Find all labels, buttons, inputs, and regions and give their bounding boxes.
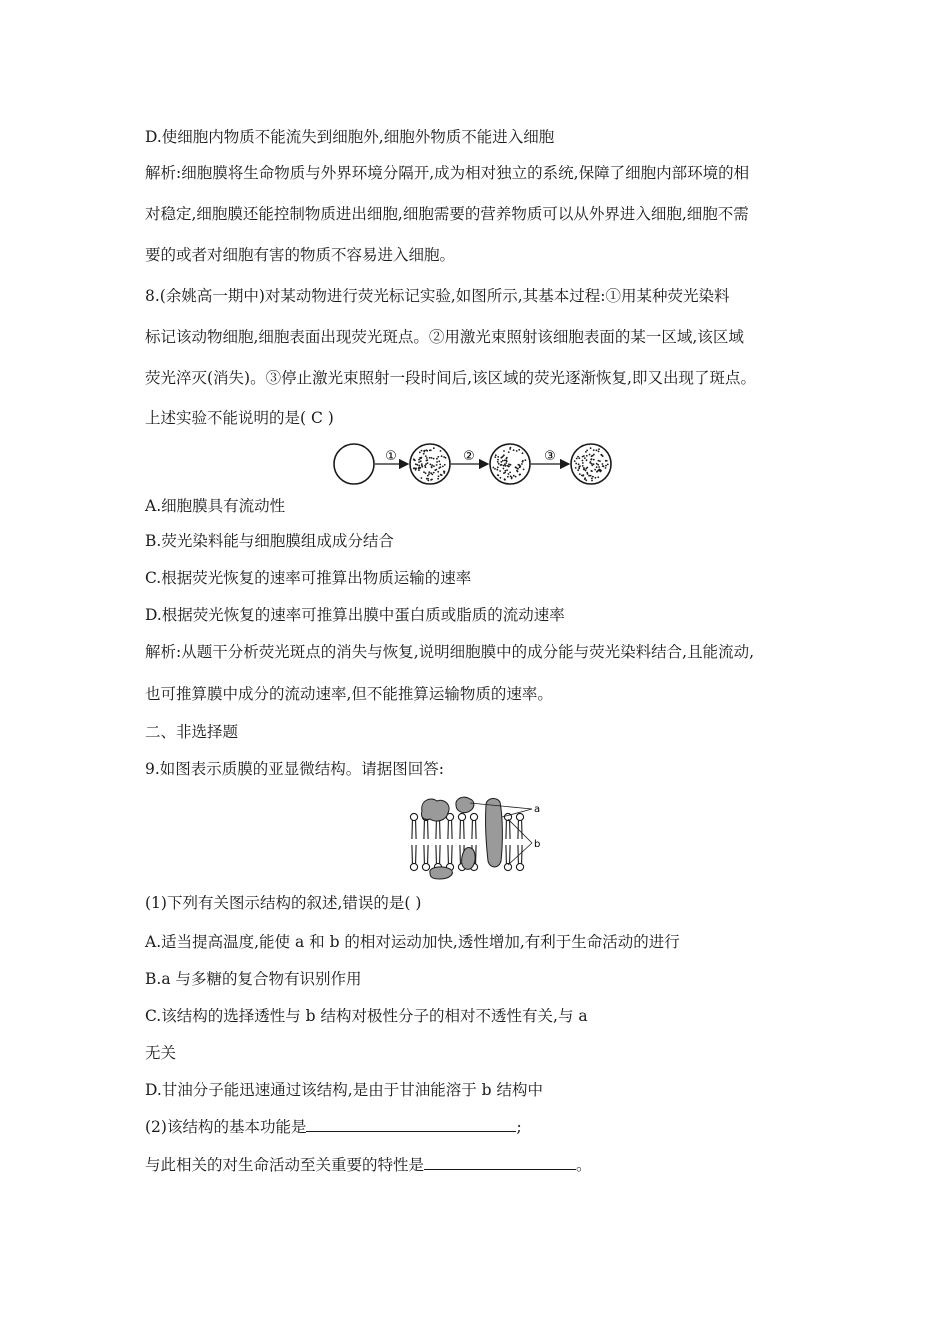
phospholipid-head [422,863,429,870]
fluorescent-spot [440,450,442,452]
fluorescent-spot [590,461,592,463]
step-2-label: ② [463,449,475,464]
fluorescent-spot [522,452,524,454]
fluorescent-spot [582,465,584,467]
fluorescent-spot [431,479,433,481]
fluorescent-spot [494,468,496,470]
q9-sub1-stem: (1)下列有关图示结构的叙述,错误的是( ) [145,894,422,912]
section-title: 二、非选择题 [145,723,239,741]
fluorescence-cell-diagram [328,436,623,492]
fluorescent-spot [433,447,435,449]
answer-blank-1[interactable] [306,1117,516,1132]
fluorescent-spot [500,477,502,479]
fluorescent-spot [603,465,605,467]
fluorescent-spot [502,460,504,462]
fluorescent-spot [575,467,577,469]
fluorescent-spot [429,464,431,466]
fluorescent-spot [596,449,598,451]
fluorescent-spot [443,472,445,474]
fluorescent-spot [593,463,595,465]
fluorescent-spot [436,461,438,463]
fluorescent-spot [586,459,588,461]
fluorescent-spot [437,478,439,480]
fluorescent-spot [438,460,440,462]
fluorescent-spot [602,463,604,465]
q9-sub2-prefix-1: (2)该结构的基本功能是 [145,1118,307,1136]
fluorescent-spot [578,468,580,470]
fluorescent-spot [590,470,592,472]
fluorescent-spot [510,447,512,449]
fluorescent-spot [596,466,598,468]
fluorescent-spot [418,465,420,467]
fluorescent-spot [415,468,417,470]
fluorescent-spot [518,449,520,451]
fluorescent-spot [597,470,599,472]
fluorescent-spot [515,476,517,478]
fluorescent-spot [419,457,421,459]
fluorescent-spot [443,456,445,458]
q9-sub2-suffix-1: ; [516,1118,522,1136]
fluorescent-spot [589,454,591,456]
fluorescent-spot [584,478,586,480]
protein-inner-middle [462,848,476,870]
fluorescent-spot [596,463,598,465]
fluorescent-spot [585,470,587,472]
fluorescent-spot [590,447,592,449]
fluorescent-spot [595,477,597,479]
fluorescent-spot [503,450,505,452]
fluorescent-spot [577,456,579,458]
fluorescent-spot [497,456,499,458]
fluorescent-spot [503,468,505,470]
fluorescent-spot [506,457,508,459]
q9-sub1-option-c-cont: 无关 [145,1044,177,1062]
fluorescent-spot [430,472,432,474]
fluorescent-spot [582,475,584,477]
fluorescent-spot [418,469,420,471]
fluorescent-spot [413,467,415,469]
fluorescent-spot [498,463,500,465]
fluorescent-spot [510,475,512,477]
q9-sub2-suffix-2: 。 [576,1156,592,1174]
phospholipid-head [410,863,417,870]
pointer-b-1 [508,819,532,843]
fluorescent-spot [605,467,607,469]
fluorescent-spot [592,476,594,478]
fluorescent-spot [423,453,425,455]
label-a: a [534,804,541,815]
q9-sub1-option-a: A.适当提高温度,能使 a 和 b 的相对运动加快,透性增加,有利于生命活动的进行 [145,933,680,951]
q9-sub1-option-d: D.甘油分子能迅速通过该结构,是由于甘油能溶于 b 结构中 [145,1081,544,1099]
fluorescent-spot [433,472,435,474]
fluorescent-spot [509,472,511,474]
label-b: b [534,839,541,850]
fluorescent-spot [591,463,593,465]
phospholipid-head [516,813,523,820]
fluorescent-spot [583,455,585,457]
fluorescent-spot [598,451,600,453]
fluorescent-spot [425,455,427,457]
fluorescent-spot [582,462,584,464]
fluorescent-spot [579,465,581,467]
fluorescent-spot [439,464,441,466]
fluorescent-spot [442,466,444,468]
fluorescent-spot [425,466,427,468]
fluorescent-spot [431,457,433,459]
fluorescent-spot [443,471,445,473]
fluorescent-spot [500,464,502,466]
fluorescent-spot [413,458,415,460]
q8-stem-line-2: 标记该动物细胞,细胞表面出现荧光斑点。②用激光束照射该细胞表面的某一区域,该区域 [145,328,744,346]
fluorescent-spot [586,450,588,452]
fluorescent-spot [591,480,593,482]
fluorescent-spot [421,465,423,467]
fluorescent-spot [434,469,436,471]
fluorescent-spot [508,473,510,475]
fluorescent-spot [605,465,607,467]
fluorescent-spot [497,467,499,469]
fluorescent-spot [575,463,577,465]
fluorescent-spot [504,472,506,474]
fluorescent-spot [576,458,578,460]
answer-blank-2[interactable] [424,1155,576,1170]
phospholipid-head [458,813,465,820]
fluorescent-spot [521,463,523,465]
fluorescent-spot [427,475,429,477]
fluorescent-spot [505,470,507,472]
fluorescent-spot [441,455,443,457]
fluorescent-spot [597,476,599,478]
fluorescent-spot [420,460,422,462]
fluorescent-spot [517,468,519,470]
fluorescent-spot [426,457,428,459]
fluorescent-spot [585,451,587,453]
fluorescent-spot [584,457,586,459]
fluorescent-spot [597,464,599,466]
fluorescent-spot [437,471,439,473]
q8-option-c: C.根据荧光恢复的速率可推算出物质运输的速率 [145,569,472,587]
fluorescent-spot [582,460,584,462]
q9-stem: 9.如图表示质膜的亚显微结构。请据图回答: [145,760,445,778]
q9-sub2-line-2 [145,1155,592,1175]
fluorescent-spot [600,454,602,456]
fluorescent-spot [424,465,426,467]
fluorescent-spot [506,469,508,471]
fluorescent-spot [505,462,507,464]
fluorescent-spot [507,465,509,467]
fluorescent-spot [419,452,421,454]
fluorescent-spot [431,464,433,466]
fluorescent-spot [418,461,420,463]
q8-stem-line-4: 上述实验不能说明的是( C ) [145,409,334,427]
q8-stem-line-1: 8.(余姚高一期中)对某动物进行荧光标记实验,如图所示,其基本过程:①用某种荧光染料 [145,287,730,305]
fluorescent-spot [519,466,521,468]
fluorescent-spot [516,450,518,452]
fluorescent-spot [593,454,595,456]
fluorescent-spot [438,475,440,477]
fluorescent-spot [426,450,428,452]
fluorescent-spot [499,470,501,472]
fluorescent-spot [598,448,600,450]
q7-option-d: D.使细胞内物质不能流失到细胞外,细胞外物质不能进入细胞 [145,128,555,146]
fluorescent-spot [508,451,510,453]
fluorescent-spot [591,455,593,457]
fluorescent-spot [522,460,524,462]
fluorescent-spot [602,455,604,457]
fluorescent-spot [585,468,587,470]
fluorescent-spot [444,464,446,466]
cell-bleached [490,444,530,484]
phospholipid-head [470,813,477,820]
fluorescent-spot [574,460,576,462]
fluorescent-spot [497,459,499,461]
fluorescent-spot [593,449,595,451]
step-3-label: ③ [544,449,556,464]
fluorescent-spot [436,458,438,460]
fluorescent-spot [429,457,431,459]
fluorescent-spot [418,459,420,461]
fluorescent-spot [519,474,521,476]
fluorescent-spot [425,463,427,465]
q8-option-d: D.根据荧光恢复的速率可推算出膜中蛋白质或脂质的流动速率 [145,606,565,624]
fluorescent-spot [497,474,499,476]
fluorescent-spot [497,461,499,463]
phospholipid-head [516,863,523,870]
fluorescent-spot [588,475,590,477]
q8-analysis-line-2: 也可推算膜中成分的流动速率,但不能推算运输物质的速率。 [145,685,553,703]
q9-sub2-line-1 [145,1117,522,1137]
fluorescent-spot [423,450,425,452]
fluorescent-spot [593,459,595,461]
fluorescent-spot [433,458,435,460]
q7-analysis-line-3: 要的或者对细胞有害的物质不容易进入细胞。 [145,246,456,264]
fluorescent-spot [425,472,427,474]
q9-sub2-prefix-2: 与此相关的对生命活动至关重要的特性是 [145,1156,425,1174]
fluorescent-spot [506,460,508,462]
fluorescent-spot [585,479,587,481]
fluorescent-spot [502,456,504,458]
fluorescent-spot [433,465,435,467]
fluorescent-spot [495,454,497,456]
fluorescent-spot [510,464,512,466]
q8-stem-line-3: 荧光淬灭(消失)。③停止激光束照射一段时间后,该区域的荧光逐渐恢复,即又出现了斑点。 [145,369,756,387]
q9-sub1-option-c: C.该结构的选择透性与 b 结构对极性分子的相对不透性有关,与 a [145,1007,588,1025]
fluorescent-spot [513,449,515,451]
fluorescent-spot [504,463,506,465]
fluorescent-spot [598,466,600,468]
q8-option-b: B.荧光染料能与细胞膜组成成分结合 [145,532,394,550]
fluorescent-spot [504,460,506,462]
fluorescent-spot [496,469,498,471]
fluorescent-spot [436,464,438,466]
protein-transmembrane [486,798,503,867]
fluorescent-spot [590,475,592,477]
fluorescent-spot [428,473,430,475]
fluorescent-spot [578,463,580,465]
fluorescent-spot [594,469,596,471]
q7-analysis-line-1: 解析:细胞膜将生命物质与外界环境分隔开,成为相对独立的系统,保障了细胞内部环境的相 [145,164,750,182]
fluorescent-spot [500,461,502,463]
q7-analysis-line-2: 对稳定,细胞膜还能控制物质进出细胞,细胞需要的营养物质可以从外界进入细胞,细胞不需 [145,205,749,223]
fluorescent-spot [578,457,580,459]
fluorescent-spot [438,467,440,469]
fluorescent-spot [419,467,421,469]
fluorescent-spot [591,458,593,460]
fluorescent-spot [591,478,593,480]
protein-inner-left [430,867,453,879]
fluorescent-spot [494,456,496,458]
fluorescent-spot [525,459,527,461]
q9-sub1-option-b: B.a 与多糖的复合物有识别作用 [145,970,362,988]
fluorescent-spot [586,455,588,457]
fluorescent-spot [423,471,425,473]
plasma-membrane-diagram [404,793,554,881]
fluorescent-spot [586,472,588,474]
fluorescent-spot [427,480,429,482]
q8-option-a: A.细胞膜具有流动性 [145,497,286,515]
fluorescent-spot [513,475,515,477]
pointer-b-2 [508,843,532,865]
fluorescent-spot [421,450,423,452]
fluorescent-spot [428,471,430,473]
fluorescent-spot [515,466,517,468]
fluorescent-spot [426,460,428,462]
fluorescent-spot [421,477,423,479]
fluorescent-spot [427,478,429,480]
fluorescent-spot [415,463,417,465]
fluorescent-spot [523,469,525,471]
fluorescent-spot [431,466,433,468]
fluorescent-spot [577,469,579,471]
fluorescent-spot [518,464,520,466]
fluorescent-spot [579,473,581,475]
q8-analysis-line-1: 解析:从题干分析荧光斑点的消失与恢复,说明细胞膜中的成分能与荧光染料结合,且能流动, [145,643,755,661]
fluorescent-spot [429,450,431,452]
fluorescent-spot [503,465,505,467]
fluorescent-spot [437,456,439,458]
cell-unlabeled [334,444,374,484]
fluorescent-spot [600,470,602,472]
fluorescent-spot [607,464,609,466]
fluorescent-spot [516,470,518,472]
protein-outer-middle [456,797,474,812]
phospholipid-head [410,813,417,820]
fluorescent-spot [606,460,608,462]
fluorescent-spot [507,476,509,478]
fluorescent-spot [504,479,506,481]
fluorescent-spot [599,460,601,462]
fluorescent-spot [493,467,495,469]
step-1-label: ① [385,449,397,464]
protein-outer-left [421,799,449,821]
fluorescent-spot [441,474,443,476]
